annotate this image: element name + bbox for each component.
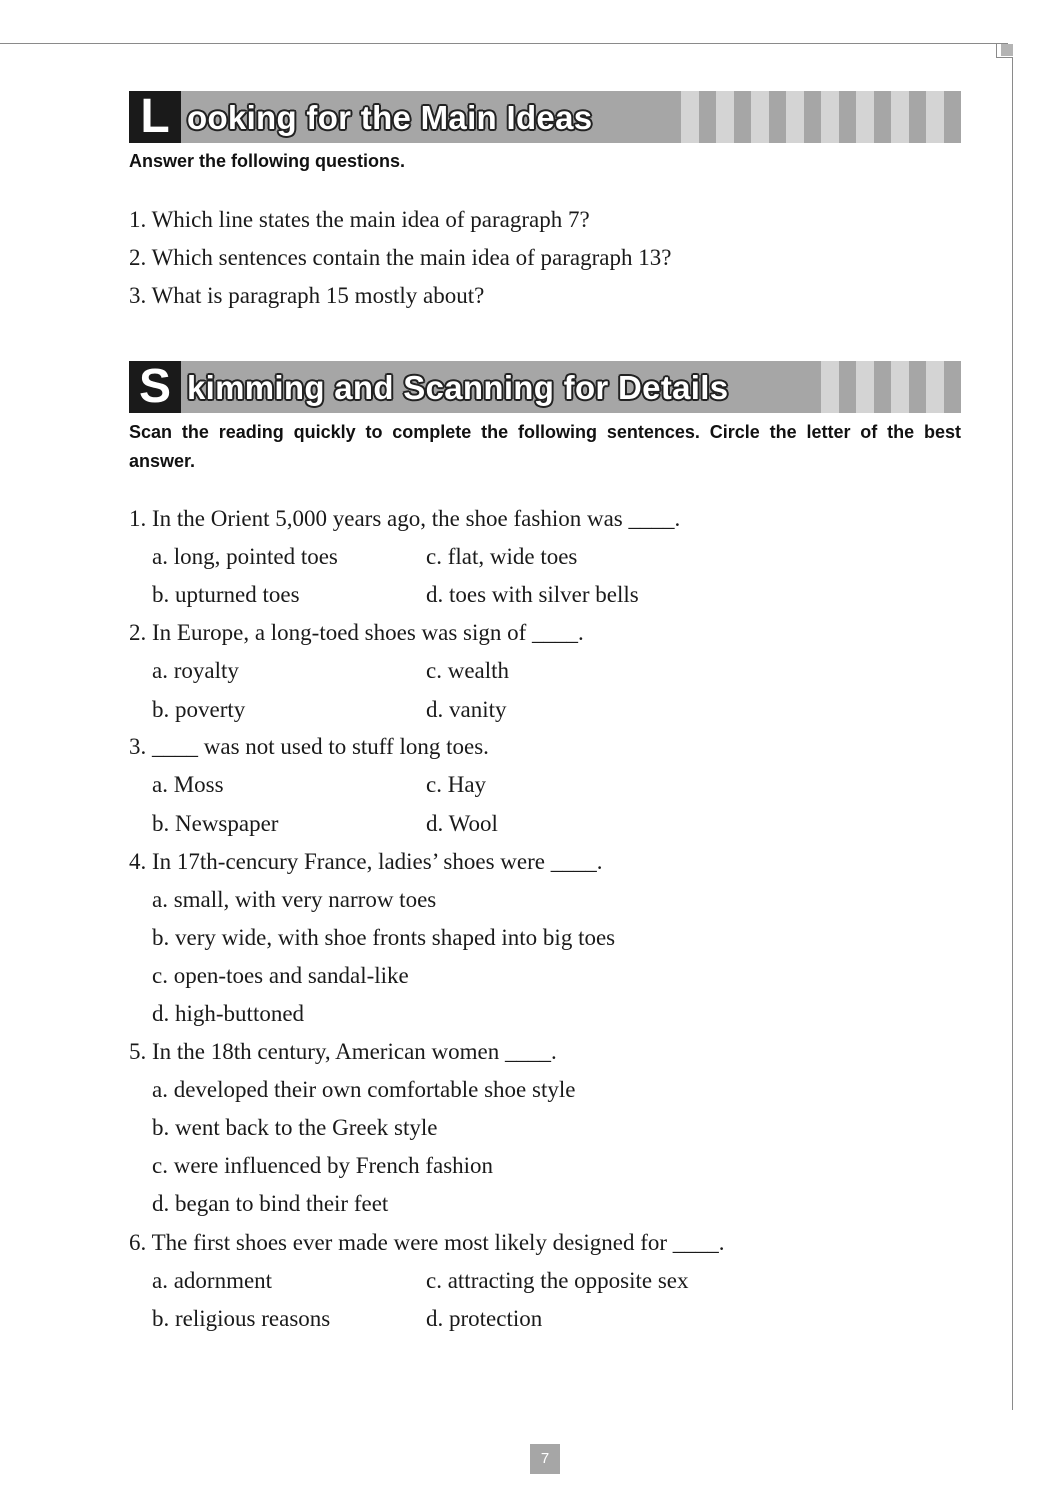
answer-option[interactable]: a. small, with very narrow toes xyxy=(152,887,437,912)
answer-option[interactable]: d. toes with silver bells xyxy=(426,582,639,607)
question-stem: 6. The first shoes ever made were most likely designed for ____. xyxy=(129,1230,725,1255)
answer-option[interactable]: d. high-buttoned xyxy=(152,1001,305,1026)
question-item: 2. Which sentences contain the main idea of paragraph 13? xyxy=(129,245,672,270)
answer-option[interactable]: a. adornment xyxy=(152,1268,273,1293)
banner-stripes xyxy=(821,361,961,413)
answer-option[interactable]: d. began to bind their feet xyxy=(152,1191,389,1216)
page-number: 7 xyxy=(530,1444,560,1474)
answer-option[interactable]: c. flat, wide toes xyxy=(426,544,578,569)
section-title: ooking for the Main Ideas xyxy=(187,99,593,136)
question-stem: 5. In the 18th century, American women ____. xyxy=(129,1039,557,1064)
section-banner-skimming xyxy=(129,361,961,413)
answer-option[interactable]: d. Wool xyxy=(426,811,498,836)
answer-option[interactable]: a. Moss xyxy=(152,772,224,797)
answer-option[interactable]: b. went back to the Greek style xyxy=(152,1115,438,1140)
question-stem: 1. In the Orient 5,000 years ago, the shoe fashion was ____. xyxy=(129,506,681,531)
answer-option[interactable]: c. open-toes and sandal-like xyxy=(152,963,409,988)
question-item: 1. Which line states the main idea of paragraph 7? xyxy=(129,207,590,232)
answer-option[interactable]: d. protection xyxy=(426,1306,543,1331)
answer-option[interactable]: c. were influenced by French fashion xyxy=(152,1153,494,1178)
section-banner-main-ideas xyxy=(129,91,961,143)
section-instruction: Scan the reading quickly to complete the following sentences. Circle the letter of the best answer. xyxy=(129,422,961,471)
banner-stripes xyxy=(681,91,961,143)
question-item: 3. What is paragraph 15 mostly about? xyxy=(129,283,485,308)
page-frame-top-rule xyxy=(0,43,1008,44)
answer-option[interactable]: b. religious reasons xyxy=(152,1306,331,1331)
answer-option[interactable]: c. wealth xyxy=(426,658,510,683)
answer-option[interactable]: a. long, pointed toes xyxy=(152,544,338,569)
answer-option[interactable]: a. royalty xyxy=(152,658,239,683)
answer-option[interactable]: b. upturned toes xyxy=(152,582,300,607)
section-title: kimming and Scanning for Details xyxy=(187,369,729,406)
answer-option[interactable]: b. Newspaper xyxy=(152,811,279,836)
banner-initial-letter: L xyxy=(129,91,181,143)
answer-option[interactable]: d. vanity xyxy=(426,697,507,722)
answer-option[interactable]: a. developed their own comfortable shoe style xyxy=(152,1077,576,1102)
banner-initial-letter: S xyxy=(129,361,181,413)
corner-square-mark xyxy=(1001,44,1013,56)
answer-option[interactable]: c. attracting the opposite sex xyxy=(426,1268,689,1293)
answer-option[interactable]: b. poverty xyxy=(152,697,246,722)
section-instruction: Answer the following questions. xyxy=(129,151,406,171)
question-stem: 4. In 17th-cencury France, ladies’ shoes were ____. xyxy=(129,849,603,874)
answer-option[interactable]: b. very wide, with shoe fronts shaped into big toes xyxy=(152,925,616,950)
page-frame-right-rule xyxy=(1012,58,1013,1410)
answer-option[interactable]: c. Hay xyxy=(426,772,487,797)
question-stem: 3. ____ was not used to stuff long toes. xyxy=(129,734,489,759)
question-stem: 2. In Europe, a long-toed shoes was sign of ____. xyxy=(129,620,584,645)
